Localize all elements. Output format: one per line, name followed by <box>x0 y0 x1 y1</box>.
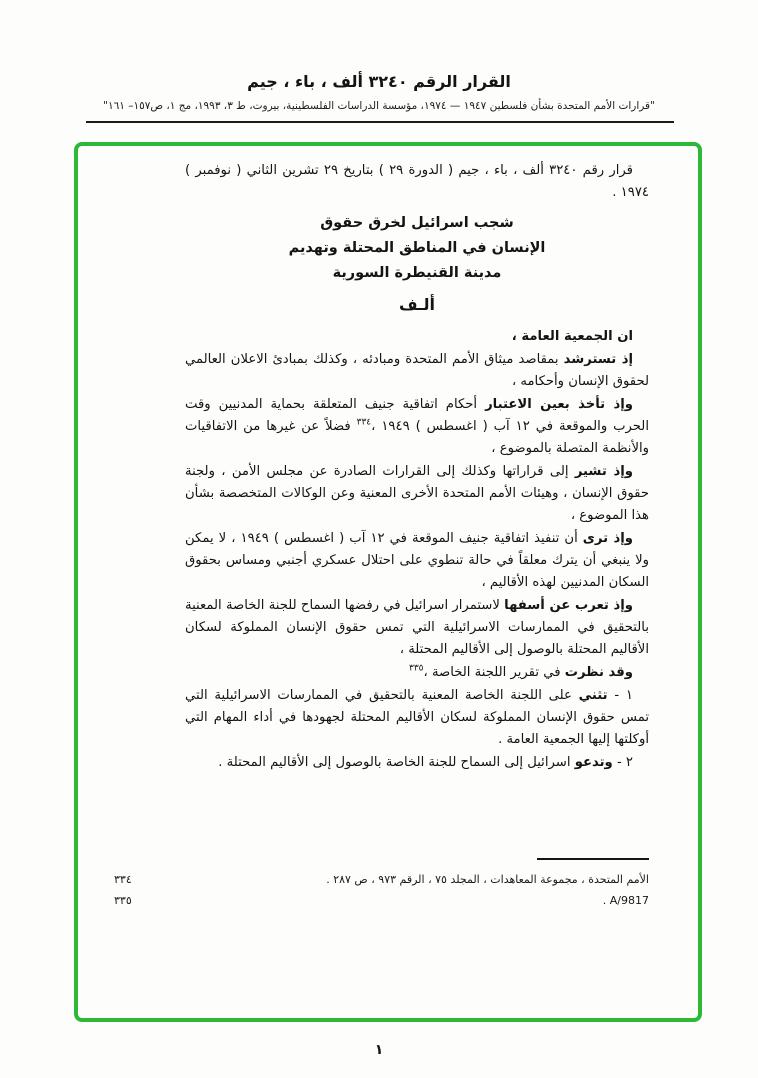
footnote-marker: ٣٣٥ <box>409 663 424 674</box>
preamble-paragraph <box>185 662 649 684</box>
paragraph-text: بمقاصد ميثاق الأمم المتحدة ومبادئه ، وكذلك بمبادئ الاعلان العالمي لحقوق الإنسان وأحكامه ، <box>185 352 649 389</box>
preamble-paragraph <box>185 595 649 661</box>
heading-line: مدينة القنيطرة السورية <box>332 265 502 281</box>
footnote-text: الأمم المتحدة ، مجموعة المعاهدات ، المجلد ٧٥ ، الرقم ٩٧٣ ، ص ٢٨٧ . <box>326 873 649 886</box>
highlight-box <box>74 142 702 1022</box>
document-title: القرار الرقم ٣٢٤٠ ألف ، باء ، جيم <box>247 72 511 91</box>
page-number: ١ <box>374 1042 384 1058</box>
footnote-number: ٣٣٥ <box>114 894 132 907</box>
heading-line: الإنسان في المناطق المحتلة وتهديم <box>288 240 546 256</box>
preamble-paragraph <box>185 461 649 527</box>
footnote-marker: ٣٣٤ <box>356 417 372 428</box>
lead-phrase: وتدعو <box>574 755 613 770</box>
resolution-intro <box>185 160 649 204</box>
intro-text: قرار رقم ٣٢٤٠ ألف ، باء ، جيم ( الدورة ٢٩ ) بتاريخ ٢٩ تشرين الثاني ( نوفمبر ) ١٩٧٤ . <box>185 163 649 200</box>
operative-paragraph <box>185 752 649 774</box>
heading-line: شجب اسرائيل لخرق حقوق <box>320 215 514 231</box>
paragraph-text: في تقرير اللجنة الخاصة ، <box>423 665 565 680</box>
preamble-paragraph <box>185 394 649 460</box>
preamble-paragraph <box>185 349 649 393</box>
lead-phrase: إذ تسترشد <box>563 352 633 367</box>
footnote-divider <box>537 858 649 860</box>
item-number: ١ - <box>607 688 633 703</box>
paragraph-tail: فضلاً عن غيرها من الاتفاقيات والأنظمة المتصلة بالموضوع ، <box>185 419 649 456</box>
lead-phrase: وإذ تشير <box>574 464 633 479</box>
footnotes-section <box>114 858 649 911</box>
footnote <box>114 890 649 911</box>
paragraph-text: أن تنفيذ اتفاقية جنيف الموقعة في ١٢ آب ( اغسطس ) ١٩٤٩ ، لا يمكن ولا ينبغي أن يترك معلقاً في حالة تنطوي على احتلال عسكري أجنبي ومساس بحقوق السكان المدنيين لهذه الأقاليم ، <box>185 531 649 590</box>
lead-phrase: وإذ تأخذ بعين الاعتبار <box>485 397 633 412</box>
section-letter: ألـف <box>398 295 435 314</box>
operative-paragraph <box>185 685 649 751</box>
paragraph-text: لاستمرار اسرائيل في رفضها السماح للجنة الخاصة المعنية بالتحقيق في الممارسات الاسرائيلية التي تمس حقوق الإنسان المملوكة لسكان الأقاليم المحتلة بالوصول إلى الأقاليم المحتلة ، <box>185 598 649 657</box>
paragraph-text: إلى قراراتها وكذلك إلى القرارات الصادرة عن مجلس الأمن ، ولجنة حقوق الإنسان ، وهيئات الأمم المتحدة الأخرى المعنية وعن الوكالات المتخصصة بشأن هذا الموضوع ، <box>185 464 649 523</box>
paragraph-text: اسرائيل إلى السماح للجنة الخاصة بالوصول إلى الأقاليم المحتلة . <box>218 755 575 770</box>
paragraph-text: أحكام اتفاقية جنيف المتعلقة بحماية المدنيين وقت الحرب والموقعة في ١٢ آب ( اغسطس ) ١٩٤٩ ، <box>185 397 649 434</box>
lead-phrase: وقد نظرت <box>564 665 633 680</box>
footnote <box>114 869 649 890</box>
footnote-text: A/9817 . <box>602 894 649 907</box>
lead-phrase: وإذ تعرب عن أسفها <box>504 598 633 613</box>
resolution-text <box>185 160 649 775</box>
paragraph-text: على اللجنة الخاصة المعنية بالتحقيق في الممارسات الاسرائيلية التي تمس حقوق الإنسان المملوكة لسكان الأقاليم المحتلة لجهودها في أداء المهام التي أوكلتها إليها الجمعية العامة . <box>185 688 649 747</box>
source-citation: "قرارات الأمم المتحدة بشأن فلسطين ١٩٤٧ — ١٩٧٤، مؤسسة الدراسات الفلسطينية، بيروت، ط ٣، ١٩٩٣، مج ١، ص١٥٧– ١٦١" <box>103 100 655 112</box>
footnote-number: ٣٣٤ <box>114 873 132 886</box>
lead-phrase: وإذ ترى <box>582 531 633 546</box>
item-number: ٢ - <box>612 755 633 770</box>
lead-phrase: تثني <box>578 688 608 703</box>
preamble-paragraph <box>185 528 649 594</box>
resolution-heading <box>185 211 649 286</box>
opening-clause: ان الجمعية العامة ، <box>511 329 633 344</box>
header-divider <box>86 121 674 123</box>
